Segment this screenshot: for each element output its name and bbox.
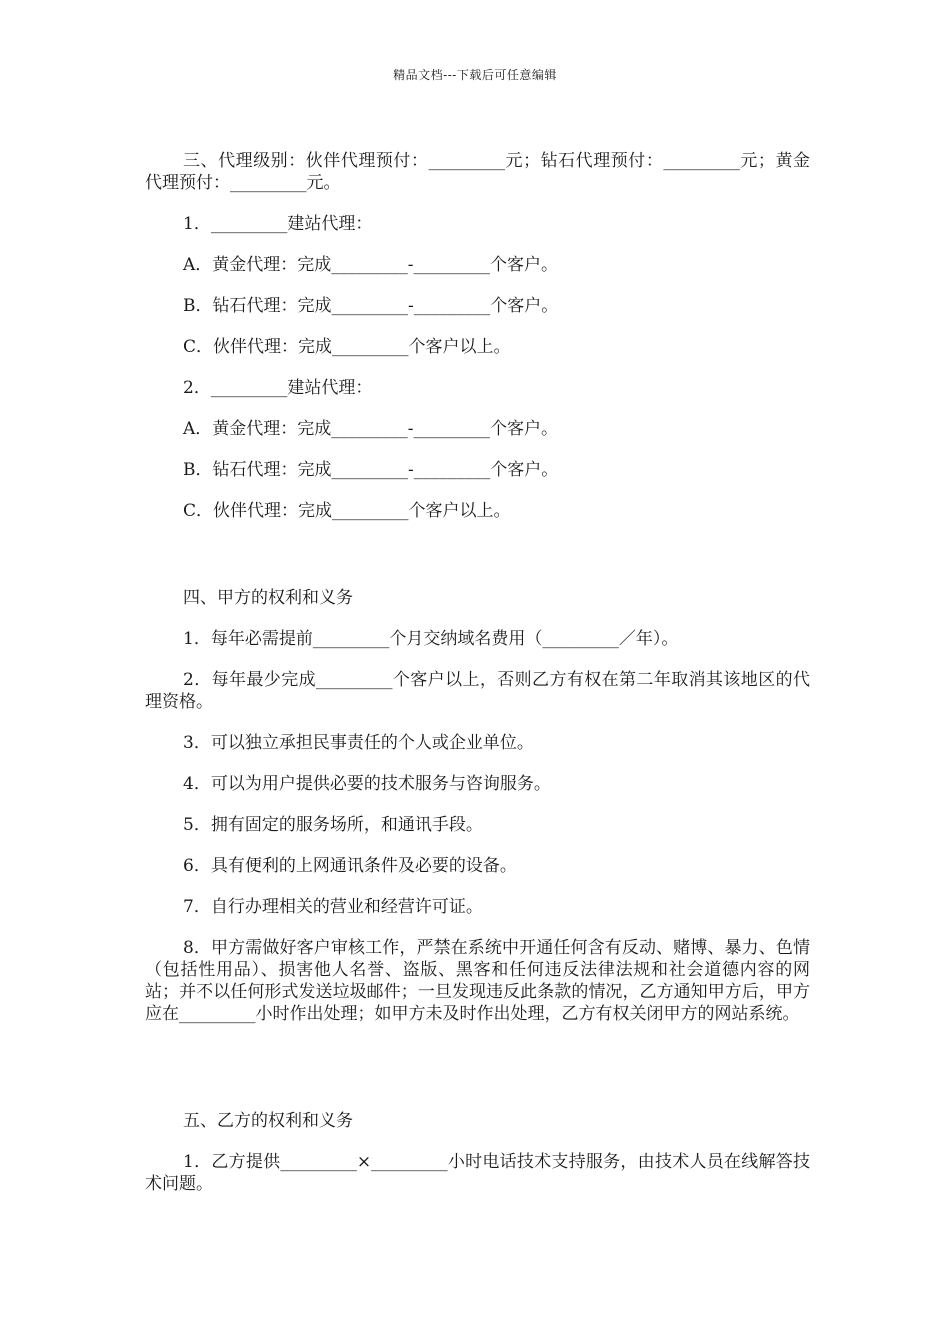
section4-item-4: 4．可以为用户提供必要的技术服务与咨询服务。 <box>183 774 551 794</box>
document-body <box>145 150 810 1214</box>
section4-item-7: 7．自行办理相关的营业和经营许可证。 <box>183 897 483 917</box>
group2-title: 2．_________建站代理： <box>183 378 373 398</box>
group1-item-partner: C．伙伴代理：完成_________个客户以上。 <box>183 337 511 357</box>
group1-item-diamond: B．钻石代理：完成_________-_________个客户。 <box>183 296 559 316</box>
section4-item-5: 5．拥有固定的服务场所，和通讯手段。 <box>183 815 483 835</box>
group1-title: 1．_________建站代理： <box>183 214 373 234</box>
section4-item-8: 8．甲方需做好客户审核工作，严禁在系统中开通任何含有反动、赌博、暴力、色情（包括性用品）、损害他人名誉、盗版、黑客和任何违反法律法规和社会道德内容的网站；并不以任何形式发送垃圾邮件；一旦发现违反此条款的情况，乙方通知甲方后，甲方应在_________小时作出处理；如甲方未及时作出处理，乙方有权关闭甲方的网站系统。 <box>145 938 810 1024</box>
page-header: 精品文档---下载后可任意编辑 <box>393 68 557 82</box>
section4-item-3: 3．可以独立承担民事责任的个人或企业单位。 <box>183 733 534 753</box>
group2-item-partner: C．伙伴代理：完成_________个客户以上。 <box>183 501 511 521</box>
section4-item-6: 6．具有便利的上网通讯条件及必要的设备。 <box>183 856 517 876</box>
section5-item-1: 1．乙方提供_________×_________小时电话技术支持服务，由技术人员在线解答技术问题。 <box>145 1152 810 1194</box>
section-spacer <box>145 1044 810 1110</box>
section-spacer <box>145 541 810 587</box>
section4-item-1: 1．每年必需提前_________个月交纳域名费用（_________／年）。 <box>183 629 679 649</box>
agent-level-paragraph: 三、代理级别：伙伴代理预付：_________元；钻石代理预付：_________元；黄金代理预付：_________元。 <box>145 151 810 193</box>
group2-item-diamond: B．钻石代理：完成_________-_________个客户。 <box>183 460 559 480</box>
section4-heading: 四、甲方的权利和义务 <box>183 588 353 608</box>
group2-item-gold: A．黄金代理：完成_________-_________个客户。 <box>183 419 559 439</box>
section4-item-2: 2．每年最少完成_________个客户以上，否则乙方有权在第二年取消其该地区的代理资格。 <box>145 670 810 712</box>
group1-item-gold: A．黄金代理：完成_________-_________个客户。 <box>183 255 559 275</box>
section5-heading: 五、乙方的权利和义务 <box>183 1111 353 1131</box>
